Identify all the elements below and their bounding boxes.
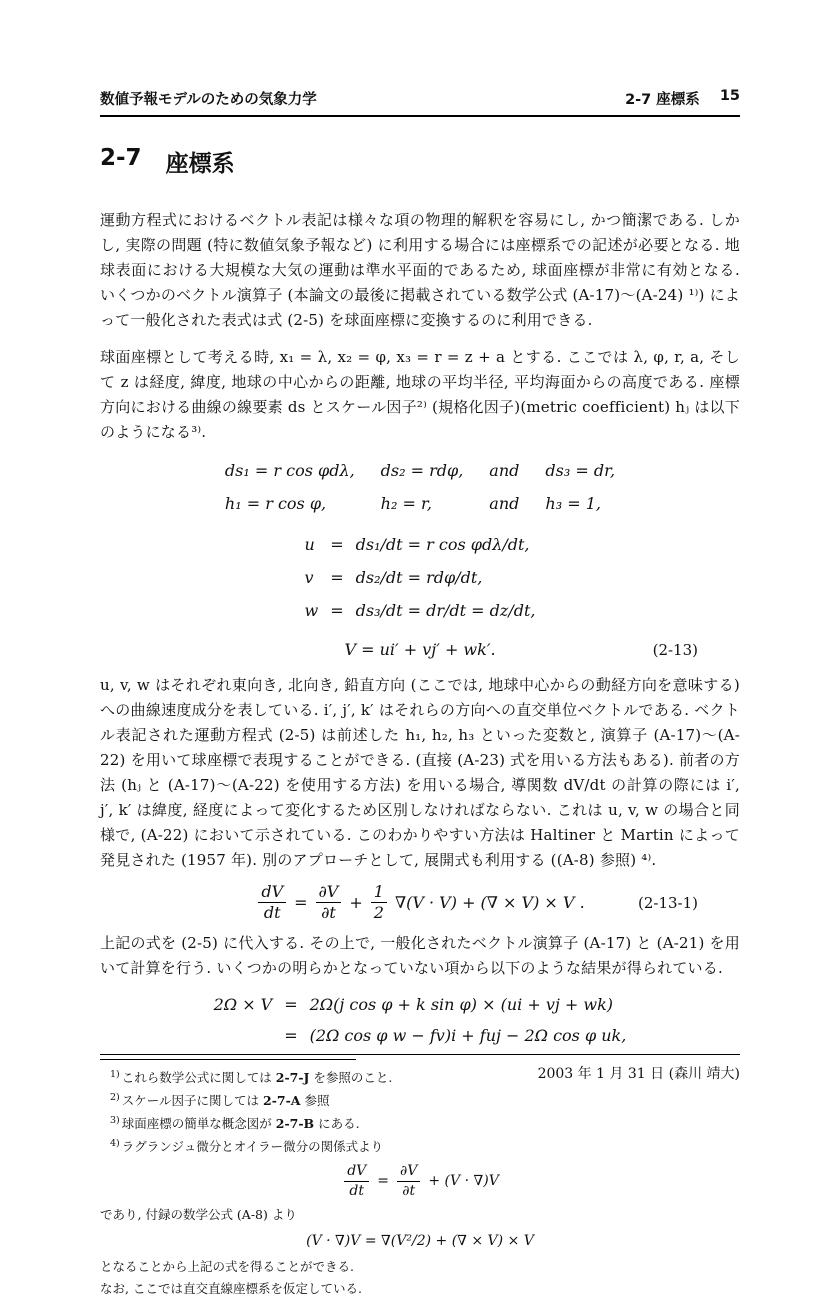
fraction-one-half: $\frac{1}{2}$ <box>371 883 387 923</box>
footnote-marker: 1) <box>110 1068 120 1080</box>
eq-cell: h₃ = 1, <box>545 494 601 513</box>
footnote-2: $^{2)}$ スケール因子に関しては 2-7-A 参照 <box>110 1091 330 1109</box>
paragraph-substitution: 上記の式を (2-5) に代入する. その上で, 一般化されたベクトル演算子 (A-17) と (A-21) を用いて計算を行う. いくつかの明らかとなっていない項から以下のような結果が得られている. <box>100 933 740 977</box>
eq-cell: ds₃/dt = dr/dt = dz/dt, <box>355 601 536 620</box>
footnote-1: $^{1)}$ これら数学公式に関しては 2-7-J を参照のこと. <box>110 1068 393 1085</box>
equation-2-13-body: V = ui′ + vj′ + wk′. <box>344 640 496 659</box>
equation-velocity-components <box>100 535 740 620</box>
section-name: 座標系 <box>165 151 235 177</box>
footnote-marker: 3) <box>110 1115 120 1127</box>
section-title <box>100 145 740 178</box>
eq-cell: v <box>304 568 314 587</box>
equals-sign: = <box>284 1025 298 1045</box>
page-header <box>100 88 740 117</box>
header-right-group <box>625 88 740 109</box>
eq-lhs: 2Ω × V <box>213 994 273 1014</box>
paragraph-spherical-coordinates: 球面座標として考える時, x₁ = λ, x₂ = φ, x₃ = r = z + a とする. ここでは λ, φ, r, a, そして z は経度, 緯度, 地球の中心からの距離, 地球の平均半径, 平均海面からの高度である. 座標方向における曲線の線要素 ds とスケール因子²⁾ (規格化因子)(metric coefficient) hⱼ は以下のようになる³⁾. <box>100 348 740 441</box>
equation-tail: ∇(V · V) + (∇ × V) × V . <box>394 893 585 913</box>
header-doc-title: 数値予報モデルのための気象力学 <box>100 92 317 108</box>
fraction-partial-v-t: $\frac{\partial V}{\partial t}$ <box>316 883 342 923</box>
eq-rhs: (2Ω cos φ w − fv)i + fuj − 2Ω cos φ uk, <box>309 1025 627 1045</box>
equation-coriolis <box>100 995 740 1045</box>
eq-cell: = <box>330 568 344 587</box>
eq-rhs: 2Ω(j cos φ + k sin φ) × (ui + vj + wk) <box>309 994 614 1014</box>
fraction-dv-dt: $\frac{dV}{dt}$ <box>344 1163 369 1198</box>
eq-cell: = <box>330 601 344 620</box>
footnote-4-continuation: であり, 付録の数学公式 (A-8) より <box>100 1206 297 1222</box>
equals-sign: = <box>284 994 298 1014</box>
plus-sign: + <box>349 893 363 913</box>
eq-cell: and <box>489 494 520 513</box>
paragraph-velocity-explanation: u, v, w はそれぞれ東向き, 北向き, 鉛直方向 (ここでは, 地球中心からの動経方向を意味する) への曲線速度成分を表している. i′, j′, k′ はそれらの方向への直交単位ベクトルである. ベクトル表記された運動方程式 (2-5) は前述した h₁, h₂, h₃ といった変数と, 演算子 (A-17)〜(A-22) を用いて球座標で表現することができる. (直接 (A-23) 式を用いる方法もある). 前者の方法 (hⱼ と (A-17)〜(A-22) を使用する方法) を用いる場合, 導関数 dV/dt の計算の際には i′, j′, k′ は緯度, 経度によって変化するため区別しなければならない. これは u, v, w の場合と同様で, (A-22) において示されている. このわかりやすい方法は Haltiner と Martin によって発見された (1957 年). 別のアプローチとして, 展開式も利用する ((A-8) 参照) ⁴⁾. <box>100 676 740 869</box>
fraction-partial-v-t: $\frac{\partial V}{\partial t}$ <box>397 1163 420 1198</box>
section-number: 2-7 <box>100 145 142 171</box>
eq-cell: ds₃ = dr, <box>545 461 616 480</box>
eq-cell: ds₁ = r cos φdλ, <box>224 461 355 480</box>
header-page-number: 15 <box>719 88 740 104</box>
footer-date: 2003 年 1 月 31 日 (森川 靖大) <box>537 1066 740 1082</box>
equation-grid <box>225 461 615 513</box>
eq-cell: w <box>304 601 319 620</box>
paragraph-intro: 運動方程式におけるベクトル表記は様々な項の物理的解釈を容易にし, かつ簡潔である. しかし, 実際の問題 (特に数値気象予報など) に利用する場合には座標系での記述が必要となる. 地球表面における大規模な大気の運動は準水平面的であるため, 球面座標が非常に有効となる. いくつかのベクトル演算子 (本論文の最後に掲載されている数学公式 (A-17)〜(A-24) ¹⁾) によって一般化された表式は式 (2-5) を球面座標に変換するのに利用できる. <box>100 211 740 329</box>
eq-cell: and <box>489 461 520 480</box>
eq-cell: h₁ = r cos φ, <box>224 494 327 513</box>
page-footer <box>100 1054 740 1083</box>
equals-sign: = <box>294 893 308 913</box>
eq-cell: h₂ = r, <box>380 494 432 513</box>
equation-2-13-1-body <box>255 883 584 923</box>
footnote-marker: 4) <box>110 1138 120 1150</box>
footnote-3: $^{3)}$ 球面座標の簡単な概念図が 2-7-B にある. <box>110 1115 360 1132</box>
eq-cell: = <box>330 535 344 554</box>
equation-label-2-13: (2-13) <box>652 640 698 659</box>
footnote-marker: 2) <box>110 1091 120 1103</box>
equation-line-elements-scale-factors <box>100 461 740 513</box>
footnote-4-conclusion-1: となることから上記の式を得ることができる. <box>100 1258 354 1274</box>
footnote-4-conclusion-2: なお, ここでは直交直線座標系を仮定している. <box>100 1280 362 1296</box>
equation-2-13 <box>100 640 740 659</box>
fraction-dv-dt: $\frac{dV}{dt}$ <box>258 883 286 923</box>
equation-tail: + (V · ∇)V <box>428 1173 499 1189</box>
header-section-label: 2-7 座標系 <box>625 92 700 108</box>
equation-2-13-1 <box>100 883 740 923</box>
eq-cell: u <box>304 535 315 554</box>
footnote-4: $^{4)}$ ラグランジュ微分とオイラー微分の関係式より <box>110 1138 384 1155</box>
equals-sign: = <box>377 1173 389 1189</box>
eq-cell: ds₂/dt = rdφ/dt, <box>355 568 483 587</box>
equation-label-2-13-1: (2-13-1) <box>637 893 698 912</box>
footnote-equation-a8: (V · ∇)V = ∇(V²/2) + (∇ × V) × V <box>306 1232 534 1249</box>
equation-grid <box>214 995 627 1045</box>
document-page <box>100 0 740 1299</box>
equation-grid <box>305 535 536 620</box>
footnotes-section <box>100 1059 740 1299</box>
eq-cell: ds₂ = rdφ, <box>380 461 464 480</box>
eq-cell: ds₁/dt = r cos φdλ/dt, <box>355 535 530 554</box>
